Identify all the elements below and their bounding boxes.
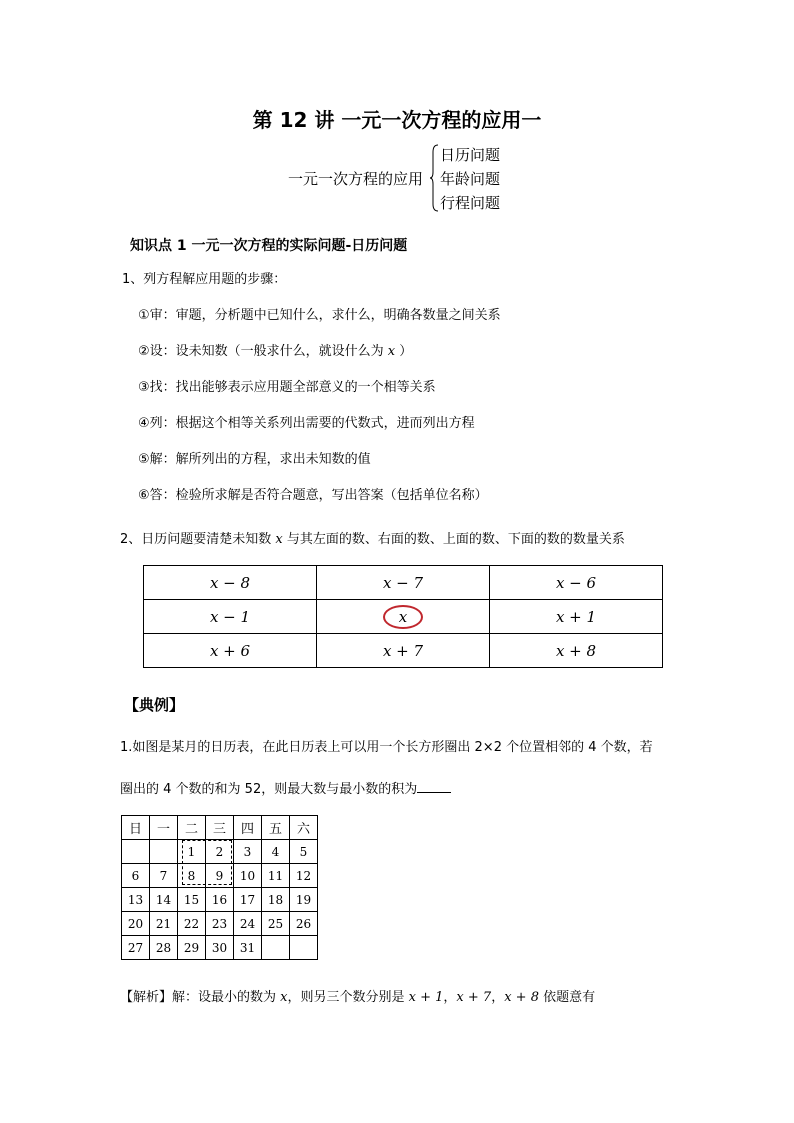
question-text: 2、日历问题要清楚未知数 (120, 532, 276, 547)
analysis-separator: ， (491, 990, 505, 1005)
calendar-cell: 1 (178, 840, 206, 864)
calendar-cell (262, 936, 290, 960)
analysis-expression: x + 7 (456, 990, 492, 1005)
analysis-text: 依题意有 (538, 990, 596, 1005)
relation-cell: x − 7 (317, 566, 490, 600)
calendar-cell: 15 (178, 888, 206, 912)
calendar-cell: 31 (234, 936, 262, 960)
example-text-line2: 圈出的 4 个数的和为 52，则最大数与最小数的积为 (120, 782, 418, 797)
step-item: ⑤解：解所列出的方程，求出未知数的值 (138, 452, 371, 467)
calendar-cell (150, 840, 178, 864)
question-text: 与其左面的数、右面的数、上面的数、下面的数的数量关系 (282, 532, 625, 547)
analysis-variable: x (280, 990, 288, 1005)
calendar-cell: 19 (290, 888, 318, 912)
step-text: ②设：设未知数（一般求什么，就设什么为 (138, 344, 388, 359)
analysis-text: 解：设最小的数为 (172, 990, 281, 1005)
calendar-header-cell: 二 (178, 816, 206, 840)
calendar-cell: 24 (234, 912, 262, 936)
step-item (138, 340, 412, 359)
calendar-cell: 6 (122, 864, 150, 888)
calendar-cell: 27 (122, 936, 150, 960)
relation-cell: x − 6 (490, 566, 663, 600)
relation-cell: x + 6 (144, 634, 317, 668)
example-heading: 【典例】 (124, 696, 185, 714)
relation-cell: x − 1 (144, 600, 317, 634)
step-variable: x (387, 344, 396, 359)
calendar-cell: 17 (234, 888, 262, 912)
overview-label: 一元一次方程的应用 (288, 170, 424, 188)
relation-cell-center (317, 600, 490, 634)
step-item: ③找：找出能够表示应用题全部意义的一个相等关系 (138, 380, 436, 395)
analysis-line (120, 986, 595, 1005)
calendar-cell: 16 (206, 888, 234, 912)
answer-blank (417, 780, 451, 793)
relation-cell: x + 1 (490, 600, 663, 634)
calendar-cell: 22 (178, 912, 206, 936)
calendar-cell (290, 936, 318, 960)
calendar-cell: 10 (234, 864, 262, 888)
relation-cell: x + 7 (317, 634, 490, 668)
calendar-cell: 9 (206, 864, 234, 888)
calendar-header-cell: 五 (262, 816, 290, 840)
calendar-cell: 26 (290, 912, 318, 936)
calendar-header-cell: 一 (150, 816, 178, 840)
relation-cell: x − 8 (144, 566, 317, 600)
calendar-cell: 28 (150, 936, 178, 960)
calendar-cell: 30 (206, 936, 234, 960)
step-item: ⑥答：检验所求解是否符合题意，写出答案（包括单位名称） (138, 488, 488, 503)
curly-brace-icon (429, 144, 439, 212)
calendar-header-cell: 四 (234, 816, 262, 840)
calendar-cell: 21 (150, 912, 178, 936)
calendar-cell: 8 (178, 864, 206, 888)
calendar-cell: 23 (206, 912, 234, 936)
calendar-cell: 4 (262, 840, 290, 864)
calendar-header-cell: 三 (206, 816, 234, 840)
calendar-table (121, 815, 318, 960)
calendar-cell: 18 (262, 888, 290, 912)
circled-variable: x (383, 605, 423, 629)
example-text (120, 778, 451, 797)
calendar-cell: 3 (234, 840, 262, 864)
steps-title: 1、列方程解应用题的步骤： (122, 272, 287, 287)
calendar-cell (122, 840, 150, 864)
step-item: ①审：审题，分析题中已知什么，求什么，明确各数量之间关系 (138, 308, 501, 323)
calendar-cell: 14 (150, 888, 178, 912)
question-variable: x (275, 532, 283, 547)
calendar-cell: 7 (150, 864, 178, 888)
relation-cell: x + 8 (490, 634, 663, 668)
analysis-separator: ， (443, 990, 457, 1005)
analysis-label: 【解析】 (120, 990, 173, 1005)
calendar-cell: 2 (206, 840, 234, 864)
analysis-text: ，则另三个数分别是 (287, 990, 409, 1005)
relation-table (143, 565, 663, 668)
example-text: 1.如图是某月的日历表，在此日历表上可以用一个长方形圈出 2×2 个位置相邻的 4 个数，若 (120, 740, 653, 755)
calendar-cell: 13 (122, 888, 150, 912)
calendar-cell: 12 (290, 864, 318, 888)
knowledge-point-heading: 知识点 1 一元一次方程的实际问题-日历问题 (130, 238, 408, 254)
analysis-expression: x + 1 (408, 990, 444, 1005)
calendar-cell: 11 (262, 864, 290, 888)
step-text-tail: ） (395, 344, 413, 359)
calendar-cell: 29 (178, 936, 206, 960)
overview-item: 年龄问题 (440, 170, 501, 188)
page-title: 第 12 讲 一元一次方程的应用一 (252, 108, 542, 132)
calendar-cell: 5 (290, 840, 318, 864)
calendar-header-cell: 日 (122, 816, 150, 840)
calendar-cell: 20 (122, 912, 150, 936)
calendar-cell: 25 (262, 912, 290, 936)
calendar-header-cell: 六 (290, 816, 318, 840)
overview-item: 日历问题 (440, 146, 501, 164)
analysis-expression: x + 8 (504, 990, 539, 1005)
overview-item: 行程问题 (440, 194, 501, 212)
step-item: ④列：根据这个相等关系列出需要的代数式，进而列出方程 (138, 416, 475, 431)
calendar-question (120, 528, 625, 547)
